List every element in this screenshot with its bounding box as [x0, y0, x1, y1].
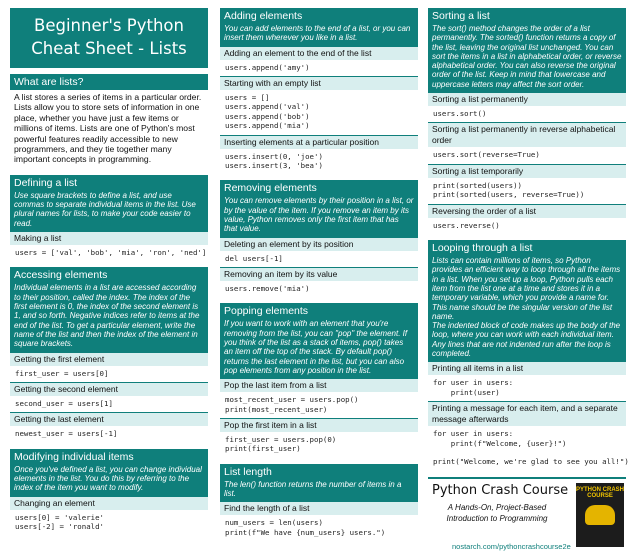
adding-heading: Adding elements: [220, 8, 418, 24]
popping-heading: Popping elements: [220, 303, 418, 319]
adding-sub-2: Starting with an empty list: [220, 76, 418, 90]
snake-illustration-icon: [585, 505, 615, 525]
sorting-sub-1: Sorting a list permanently: [428, 92, 626, 106]
length-code: num_users = len(users) print(f"We have {num_users} users."): [225, 518, 386, 537]
adding-code-1: users.append('amy'): [225, 62, 310, 72]
removing-code-1: del users[-1]: [225, 253, 283, 263]
sorting-code-2: users.sort(reverse=True): [433, 150, 540, 160]
looping-sub-2: Printing a message for each item, and a separate message afterwards: [428, 401, 626, 426]
popping-code-1: most_recent_user = users.pop() print(most_recent_user): [225, 395, 359, 414]
title-line-1: Beginner's Python: [34, 16, 184, 35]
looping-code-1: for user in users: print(user): [433, 378, 514, 397]
removing-heading: Removing elements: [220, 180, 418, 196]
looping-code-2: for user in users: print(f"Welcome, {user}!") print("Welcome, we're glad to see you all!"): [433, 429, 629, 467]
removing-intro: You can remove elements by their position in a list, or by the value of the item. If you remove an item by its value, Python removes only the first item that has that value.: [220, 196, 418, 236]
adding-sub-1: Adding an element to the end of the list: [220, 46, 418, 60]
defining-heading: Defining a list: [10, 175, 208, 191]
looping-heading: Looping through a list: [428, 240, 626, 256]
length-heading: List length: [220, 464, 418, 480]
sorting-sub-2: Sorting a list permanently in reverse alphabetical order: [428, 122, 626, 147]
sorting-code-1: users.sort(): [433, 109, 487, 119]
accessing-code-2: second_user = users[1]: [15, 398, 113, 408]
sorting-sub-3: Sorting a list temporarily: [428, 164, 626, 178]
sorting-intro: The sort() method changes the order of a list permanently. The sorted() function returns a copy of the list, leaving the original list unchanged. You can sort the items in a list in alphabetical order, or reverse alphabetical order. You can also reverse the original order of the list. Keep in mind that lowercase and uppercase letters may affect the sort order.: [428, 24, 626, 92]
column-1: [10, 8, 208, 535]
title-line-2: Cheat Sheet - Lists: [31, 39, 187, 58]
popping-sub-1: Pop the last item from a list: [220, 378, 418, 392]
adding-sub-3: Inserting elements at a particular position: [220, 135, 418, 149]
removing-code-2: users.remove('mia'): [225, 284, 310, 294]
column-2: [220, 8, 418, 541]
accessing-sub-2: Getting the second element: [10, 382, 208, 396]
accessing-sub-3: Getting the last element: [10, 412, 208, 426]
defining-code: users = ['val', 'bob', 'mia', 'ron', 'ned']: [15, 248, 207, 258]
adding-code-2: users = [] users.append('val') users.append('bob') users.append('mia'): [225, 93, 310, 131]
book-subtitle: A Hands-On, Project-Based Introduction to Programming: [446, 502, 548, 523]
length-intro: The len() function returns the number of items in a list.: [220, 480, 418, 502]
sheet-title: [10, 8, 208, 68]
defining-sub: Making a list: [10, 231, 208, 245]
accessing-intro: Individual elements in a list are accessed according to their position, called the index. The index of the first element is 0, the index of the second element is 1, and so forth. Negative indices refer to items at the end of the list. To get a particular element, write the name of the list and then the index of the element in square brackets.: [10, 283, 208, 351]
accessing-sub-1: Getting the first element: [10, 352, 208, 366]
looping-intro: Lists can contain millions of items, so Python provides an efficient way to loop through all the items in a list. When you set up a loop, Python pulls each item from the list one at a time and stores it in a temporary variable, which you provide a name for. This name should be the singular version of the list name. The indented block of code makes up the body of the loop, where you can work with each individual item. Any lines that are not indented run after the loop is completed.: [428, 256, 626, 361]
modifying-heading: Modifying individual items: [10, 449, 208, 465]
sorting-code-3: print(sorted(users)) print(sorted(users, reverse=True)): [433, 180, 585, 200]
modifying-sub: Changing an element: [10, 496, 208, 510]
looping-sub-1: Printing all items in a list: [428, 361, 626, 375]
what-heading: What are lists?: [10, 74, 208, 90]
sorting-heading: Sorting a list: [428, 8, 626, 24]
popping-sub-2: Pop the first item in a list: [220, 418, 418, 432]
accessing-code-3: newest_user = users[-1]: [15, 429, 118, 439]
sorting-sub-4: Reversing the order of a list: [428, 204, 626, 218]
length-sub: Find the length of a list: [220, 501, 418, 515]
modifying-intro: Once you've defined a list, you can change individual elements in the list. You do this by referring to the index of the item you want to modify.: [10, 465, 208, 496]
accessing-heading: Accessing elements: [10, 267, 208, 283]
sorting-code-4: users.reverse(): [433, 220, 500, 230]
popping-intro: If you want to work with an element that you're removing from the list, you can "pop" the element. If you think of the list as a stack of items, pop() takes an item off the top of the stack. By default pop() returns the last element in the list, but you can also pop elements from any position in the list.: [220, 319, 418, 378]
defining-intro: Use square brackets to define a list, and use commas to separate individual items in the list. Use plural names for lists, to make your code easier to read.: [10, 191, 208, 231]
book-url-link[interactable]: nostarch.com/pythoncrashcourse2e: [452, 541, 571, 551]
adding-code-3: users.insert(0, 'joe') users.insert(3, 'bea'): [225, 151, 323, 171]
book-cover-image: [576, 483, 624, 547]
modifying-code: users[0] = 'valerie' users[-2] = 'ronald': [15, 512, 104, 532]
book-cover-title: PYTHON CRASH COURSE: [576, 486, 625, 499]
column-3: [428, 8, 629, 553]
adding-intro: You can add elements to the end of a list, or you can insert them wherever you like in a list.: [220, 24, 418, 46]
what-text: A list stores a series of items in a particular order. Lists allow you to store sets of information in one place, whether you have just a few items or millions of items. Lists are one of Python's most powerful features readily accessible to new programmers, and they tie together many important concepts in programming.: [14, 92, 202, 165]
popping-code-2: first_user = users.pop(0) print(first_user): [225, 435, 337, 454]
book-promo: [428, 477, 626, 553]
removing-sub-1: Deleting an element by its position: [220, 237, 418, 251]
accessing-code-1: first_user = users[0]: [15, 368, 109, 378]
removing-sub-2: Removing an item by its value: [220, 267, 418, 281]
book-title: Python Crash Course: [432, 482, 569, 498]
